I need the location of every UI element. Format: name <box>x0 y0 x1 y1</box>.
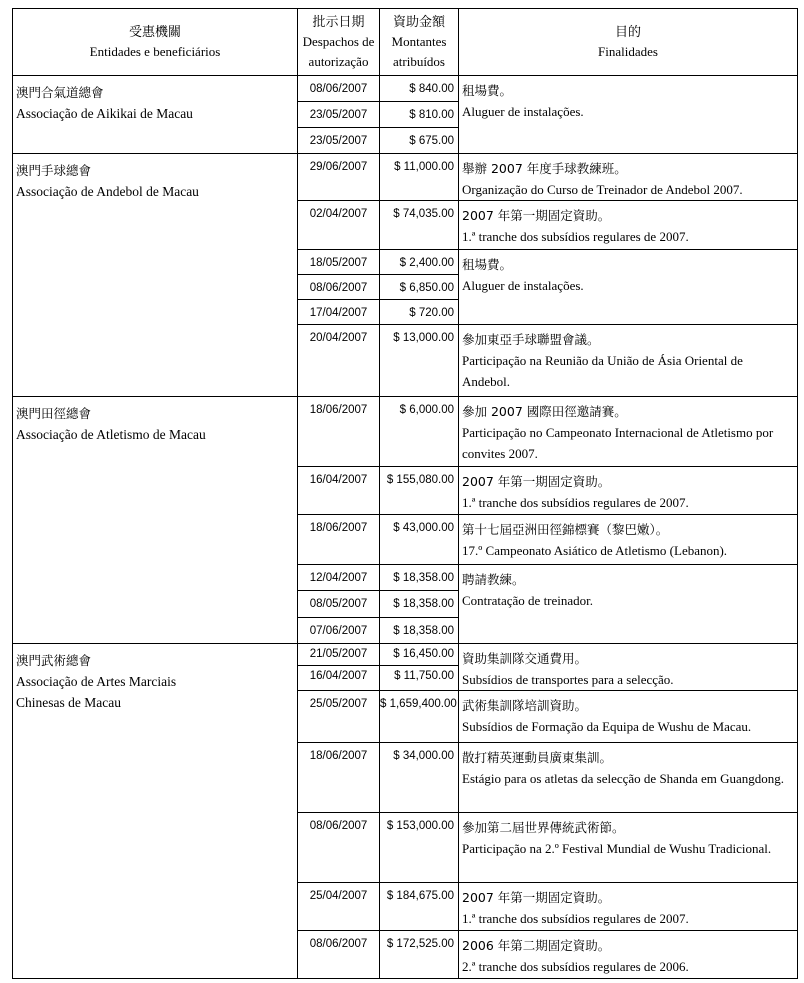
date-cell: 08/05/2007 <box>298 591 380 618</box>
date-cell: 29/06/2007 <box>298 154 380 201</box>
amount-cell: $ 155,080.00 <box>380 467 459 515</box>
entity-name-pt: Associação de Artes Marciais <box>16 674 177 689</box>
purpose-cell <box>459 743 798 813</box>
entity-name-pt: Associação de Andebol de Macau <box>16 184 199 199</box>
amount-cell: $ 18,358.00 <box>380 591 459 618</box>
date-cell: 18/06/2007 <box>298 515 380 565</box>
date-cell: 12/04/2007 <box>298 565 380 591</box>
date-cell: 18/06/2007 <box>298 397 380 467</box>
purpose-pt: Participação na Reunião da União de Ásia Oriental de Andebol. <box>462 353 743 389</box>
amount-cell: $ 11,000.00 <box>380 154 459 201</box>
entity-atletismo <box>13 397 298 644</box>
date-cell: 18/06/2007 <box>298 743 380 813</box>
header-purposes-zh: 目的 <box>614 24 641 39</box>
entity-name-zh: 澳門田徑總會 <box>16 406 92 421</box>
purpose-zh: 散打精英運動員廣東集訓。 <box>462 750 613 765</box>
purpose-zh: 租場費。 <box>462 83 513 98</box>
amount-cell: $ 6,000.00 <box>380 397 459 467</box>
amount-cell: $ 18,358.00 <box>380 565 459 591</box>
amount-cell: $ 18,358.00 <box>380 618 459 644</box>
header-amounts-pt2: atribuídos <box>393 54 445 69</box>
grant-table <box>12 8 798 979</box>
table-row <box>13 644 798 666</box>
entity-name-pt: Associação de Atletismo de Macau <box>16 427 206 442</box>
header-entities-zh: 受惠機關 <box>128 24 181 39</box>
amount-cell: $ 11,750.00 <box>380 666 459 691</box>
date-cell: 25/05/2007 <box>298 691 380 743</box>
purpose-pt: Aluguer de instalações. <box>462 278 584 293</box>
date-cell: 20/04/2007 <box>298 325 380 397</box>
amount-cell: $ 720.00 <box>380 300 459 325</box>
date-cell: 23/05/2007 <box>298 102 380 128</box>
amount-cell: $ 1,659,400.00 <box>380 691 459 743</box>
purpose-zh: 2007 年第一期固定資助。 <box>462 208 611 223</box>
header-dates <box>298 9 380 76</box>
header-purposes <box>459 9 798 76</box>
amount-cell: $ 810.00 <box>380 102 459 128</box>
header-amounts-zh: 資助金額 <box>392 14 445 29</box>
amount-cell: $ 675.00 <box>380 128 459 154</box>
purpose-pt: 1.ª tranche dos subsídios regulares de 2007. <box>462 495 689 510</box>
header-entities-pt: Entidades e beneficiários <box>89 44 221 59</box>
date-cell: 08/06/2007 <box>298 931 380 979</box>
entity-aikikai <box>13 76 298 154</box>
table-row <box>13 154 798 201</box>
amount-cell: $ 13,000.00 <box>380 325 459 397</box>
entity-name-pt: Associação de Aikikai de Macau <box>16 106 193 121</box>
date-cell: 08/06/2007 <box>298 813 380 883</box>
entity-name-zh: 澳門合氣道總會 <box>16 85 104 100</box>
amount-cell: $ 43,000.00 <box>380 515 459 565</box>
entity-name-zh: 澳門武術總會 <box>16 653 92 668</box>
header-dates-pt2: autorização <box>308 54 369 69</box>
purpose-cell <box>459 644 798 691</box>
amount-cell: $ 840.00 <box>380 76 459 102</box>
purpose-pt: Organização do Curso de Treinador de Andebol 2007. <box>462 182 743 197</box>
purpose-pt: Contratação de treinador. <box>462 593 594 608</box>
purpose-cell <box>459 201 798 250</box>
purpose-zh: 參加 2007 國際田徑邀請賽。 <box>462 404 627 419</box>
date-cell: 23/05/2007 <box>298 128 380 154</box>
purpose-pt: Estágio para os atletas da selecção de Shanda em Guangdong. <box>462 771 784 786</box>
purpose-pt: 1.ª tranche dos subsídios regulares de 2007. <box>462 911 689 926</box>
entity-andebol <box>13 154 298 397</box>
header-dates-zh: 批示日期 <box>312 14 365 29</box>
header-row <box>13 9 798 76</box>
purpose-zh: 舉辦 2007 年度手球教練班。 <box>462 161 627 176</box>
date-cell: 08/06/2007 <box>298 76 380 102</box>
purpose-cell <box>459 467 798 515</box>
amount-cell: $ 74,035.00 <box>380 201 459 250</box>
header-purposes-pt: Finalidades <box>598 44 658 59</box>
amount-cell: $ 2,400.00 <box>380 250 459 275</box>
amount-cell: $ 6,850.00 <box>380 275 459 300</box>
purpose-pt: 1.ª tranche dos subsídios regulares de 2007. <box>462 229 689 244</box>
purpose-cell <box>459 813 798 883</box>
header-amounts-pt1: Montantes <box>391 34 447 49</box>
table-row <box>13 397 798 467</box>
purpose-pt: 17.º Campeonato Asiático de Atletismo (Lebanon). <box>462 543 728 558</box>
date-cell: 07/06/2007 <box>298 618 380 644</box>
purpose-zh: 租場費。 <box>462 257 513 272</box>
purpose-zh: 武術集訓隊培訓資助。 <box>462 698 588 713</box>
purpose-pt: 2.ª tranche dos subsídios regulares de 2006. <box>462 959 689 974</box>
purpose-zh: 資助集訓隊交通費用。 <box>462 651 588 666</box>
amount-cell: $ 34,000.00 <box>380 743 459 813</box>
header-dates-pt1: Despachos de <box>302 34 375 49</box>
date-cell: 02/04/2007 <box>298 201 380 250</box>
date-cell: 16/04/2007 <box>298 666 380 691</box>
purpose-zh: 2006 年第二期固定資助。 <box>462 938 611 953</box>
purpose-cell <box>459 565 798 644</box>
entity-name-zh: 澳門手球總會 <box>16 163 92 178</box>
date-cell: 08/06/2007 <box>298 275 380 300</box>
amount-cell: $ 172,525.00 <box>380 931 459 979</box>
purpose-cell <box>459 883 798 931</box>
date-cell: 18/05/2007 <box>298 250 380 275</box>
purpose-zh: 參加第二屆世界傳統武術節。 <box>462 820 625 835</box>
purpose-pt: Participação na 2.º Festival Mundial de Wushu Tradicional. <box>462 841 772 856</box>
date-cell: 17/04/2007 <box>298 300 380 325</box>
purpose-pt: Subsídios de transportes para a selecção. <box>462 672 674 687</box>
purpose-cell <box>459 931 798 979</box>
amount-cell: $ 153,000.00 <box>380 813 459 883</box>
purpose-zh: 2007 年第一期固定資助。 <box>462 474 611 489</box>
entity-name-pt: Chinesas de Macau <box>16 695 121 710</box>
purpose-pt: Subsídios de Formação da Equipa de Wushu de Macau. <box>462 719 752 734</box>
purpose-zh: 聘請教練。 <box>462 572 525 587</box>
date-cell: 16/04/2007 <box>298 467 380 515</box>
date-cell: 21/05/2007 <box>298 644 380 666</box>
amount-cell: $ 184,675.00 <box>380 883 459 931</box>
purpose-pt: Participação no Campeonato Internacional de Atletismo por convites 2007. <box>462 425 774 461</box>
purpose-cell <box>459 154 798 201</box>
purpose-zh: 2007 年第一期固定資助。 <box>462 890 611 905</box>
purpose-cell <box>459 515 798 565</box>
date-cell: 25/04/2007 <box>298 883 380 931</box>
purpose-cell <box>459 397 798 467</box>
table-row <box>13 76 798 102</box>
purpose-cell <box>459 250 798 325</box>
amount-cell: $ 16,450.00 <box>380 644 459 666</box>
header-amounts <box>380 9 459 76</box>
purpose-pt: Aluguer de instalações. <box>462 104 584 119</box>
header-entities <box>13 9 298 76</box>
purpose-cell <box>459 76 798 154</box>
entity-wushu <box>13 644 298 979</box>
purpose-cell <box>459 691 798 743</box>
purpose-zh: 第十七屆亞洲田徑錦標賽（黎巴嫩）。 <box>462 522 669 537</box>
purpose-cell <box>459 325 798 397</box>
purpose-zh: 參加東亞手球聯盟會議。 <box>462 332 600 347</box>
